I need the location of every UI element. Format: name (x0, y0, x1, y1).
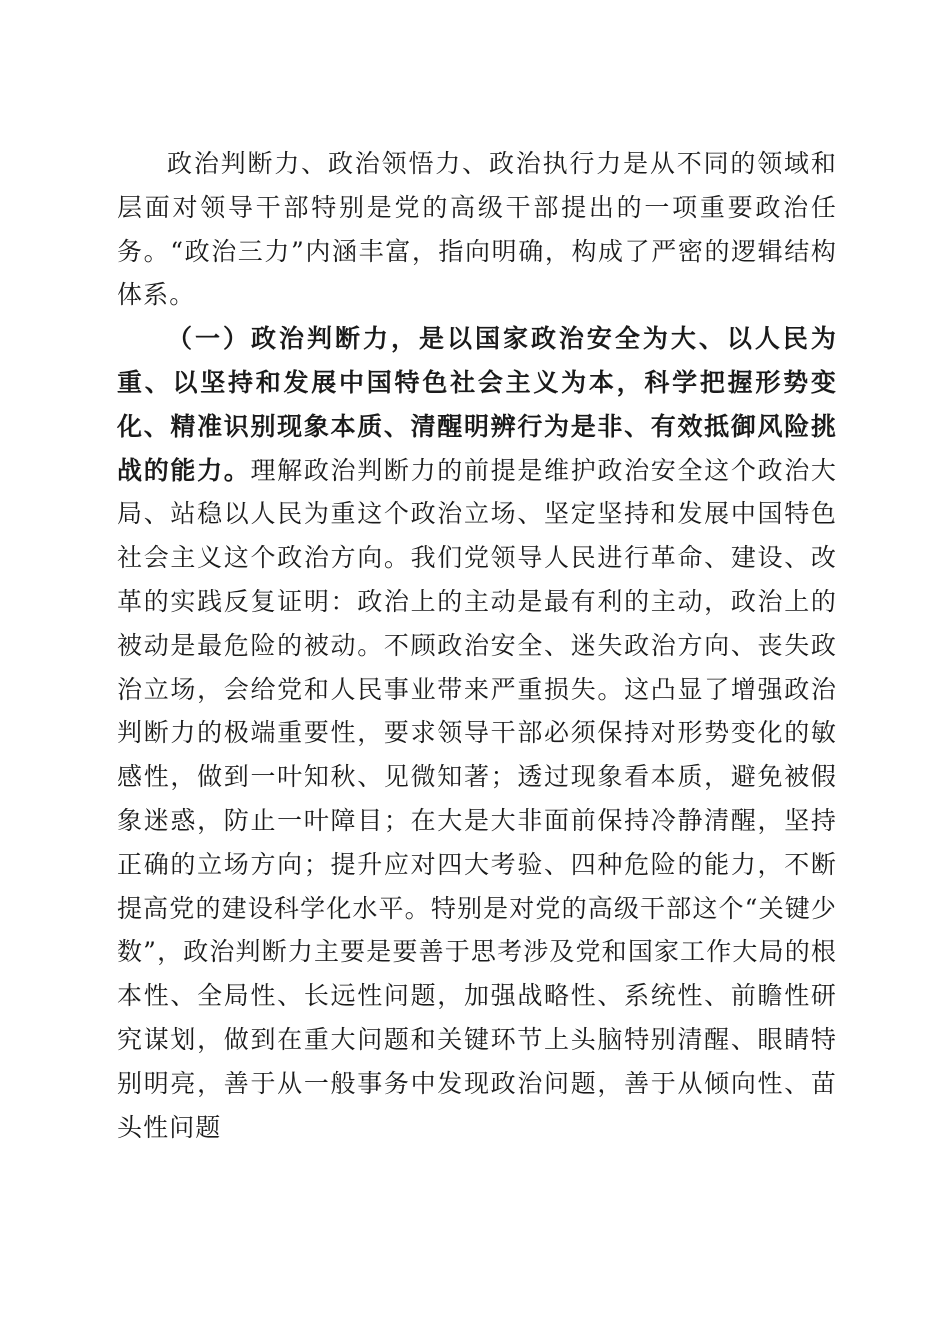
paragraph-political-judgment-lead: （一）政治判断力，是以国家政治安全为大、以人民为重、以坚持和发展中国特色社会主义为本，科学把握形势变化、精准识别现象本质、清醒明辨行为是非、有效抵御风险挑战的能力。 (117, 324, 837, 485)
document-body (117, 142, 837, 1149)
paragraph-political-judgment-text: 理解政治判断力的前提是维护政治安全这个政治大局、站稳以人民为重这个政治立场、坚定坚持和发展中国特色社会主义这个政治方向。我们党领导人民进行革命、建设、改革的实践反复证明：政治上的主动是最有利的主动，政治上的被动是最危险的被动。不顾政治安全、迷失政治方向、丧失政治立场，会给党和人民事业带来严重损失。这凸显了增强政治判断力的极端重要性，要求领导干部必须保持对形势变化的敏感性，做到一叶知秋、见微知著；透过现象看本质，避免被假象迷惑，防止一叶障目；在大是大非面前保持冷静清醒，坚持正确的立场方向；提升应对四大考验、四种危险的能力，不断提高党的建设科学化水平。特别是对党的高级干部这个“关键少数”，政治判断力主要是要善于思考涉及党和国家工作大局的根本性、全局性、长远性问题，加强战略性、系统性、前瞻性研究谋划，做到在重大问题和关键环节上头脑特别清醒、眼睛特别明亮，善于从一般事务中发现政治问题，善于从倾向性、苗头性问题 (117, 455, 837, 1142)
paragraph-intro-text: 政治判断力、政治领悟力、政治执行力是从不同的领域和层面对领导干部特别是党的高级干部提出的一项重要政治任务。“政治三力”内涵丰富，指向明确，构成了严密的逻辑结构体系。 (117, 149, 837, 310)
paragraph-intro (117, 142, 837, 317)
paragraph-political-judgment (117, 317, 837, 1149)
